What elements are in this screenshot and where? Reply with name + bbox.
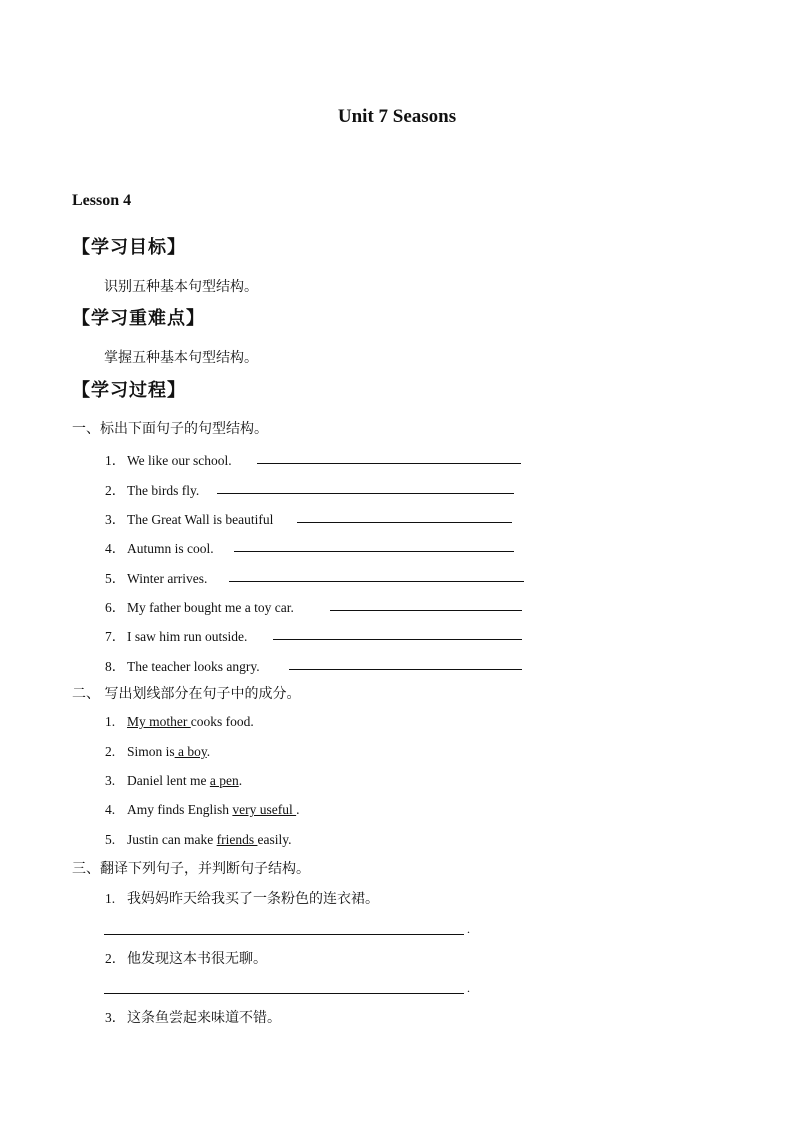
answer-blank[interactable] <box>289 669 522 670</box>
answer-blank[interactable] <box>297 522 512 523</box>
answer-blank[interactable] <box>217 493 514 494</box>
underlined-phrase: a pen <box>209 773 239 788</box>
lesson-label: Lesson 4 <box>72 192 132 209</box>
part1-item: 1． We like our school. <box>105 453 232 468</box>
part1-title: 一、标出下面句子的句型结构。 <box>72 421 268 437</box>
key-points-heading: 【学习重难点】 <box>72 308 205 329</box>
translation-blank[interactable] <box>104 993 464 994</box>
part1-item: 4． Autumn is cool. <box>105 541 214 556</box>
part1-item: 8． The teacher looks angry. <box>105 659 260 674</box>
part3-title: 三、翻译下列句子，并判断句子结构。 <box>72 861 310 877</box>
underlined-phrase: friends <box>216 832 258 847</box>
answer-blank[interactable] <box>330 610 522 611</box>
answer-blank[interactable] <box>229 581 524 582</box>
key-points-text: 掌握五种基本句型结构。 <box>104 350 258 366</box>
underlined-phrase: a boy <box>174 744 207 759</box>
underlined-phrase: very useful <box>232 802 297 817</box>
document-title: Unit 7 Seasons <box>337 106 457 127</box>
blank-period: . <box>467 922 470 936</box>
part2-title: 二、 写出划线部分在句子中的成分。 <box>72 686 301 702</box>
part2-item: 2. Simon is a boy. <box>105 744 211 759</box>
part2-item: 1. My mother cooks food. <box>105 714 254 729</box>
part3-item: 2． 他发现这本书很无聊。 <box>105 951 267 967</box>
answer-blank[interactable] <box>234 551 514 552</box>
answer-blank[interactable] <box>257 463 521 464</box>
part1-item: 2． The birds fly. <box>105 483 200 498</box>
goals-text: 识别五种基本句型结构。 <box>104 279 258 295</box>
translation-blank[interactable] <box>104 934 464 935</box>
answer-blank[interactable] <box>273 639 522 640</box>
part1-item: 6． My father bought me a toy car. <box>105 600 294 615</box>
underlined-phrase: My mother <box>127 714 191 729</box>
part3-item: 3． 这条鱼尝起来味道不错。 <box>105 1010 281 1026</box>
part2-item: 3. Daniel lent me a pen. <box>105 773 243 788</box>
part2-item: 4. Amy finds English very useful . <box>105 802 300 817</box>
part1-item: 3． The Great Wall is beautiful <box>105 512 274 527</box>
part1-item: 7． I saw him run outside. <box>105 629 248 644</box>
blank-period: . <box>467 981 470 995</box>
part1-item: 5． Winter arrives. <box>105 571 208 586</box>
part2-item: 5. Justin can make friends easily. <box>105 832 292 847</box>
part3-item: 1. 我妈妈昨天给我买了一条粉色的连衣裙。 <box>105 891 379 907</box>
goals-heading: 【学习目标】 <box>72 237 186 258</box>
process-heading: 【学习过程】 <box>72 380 186 401</box>
